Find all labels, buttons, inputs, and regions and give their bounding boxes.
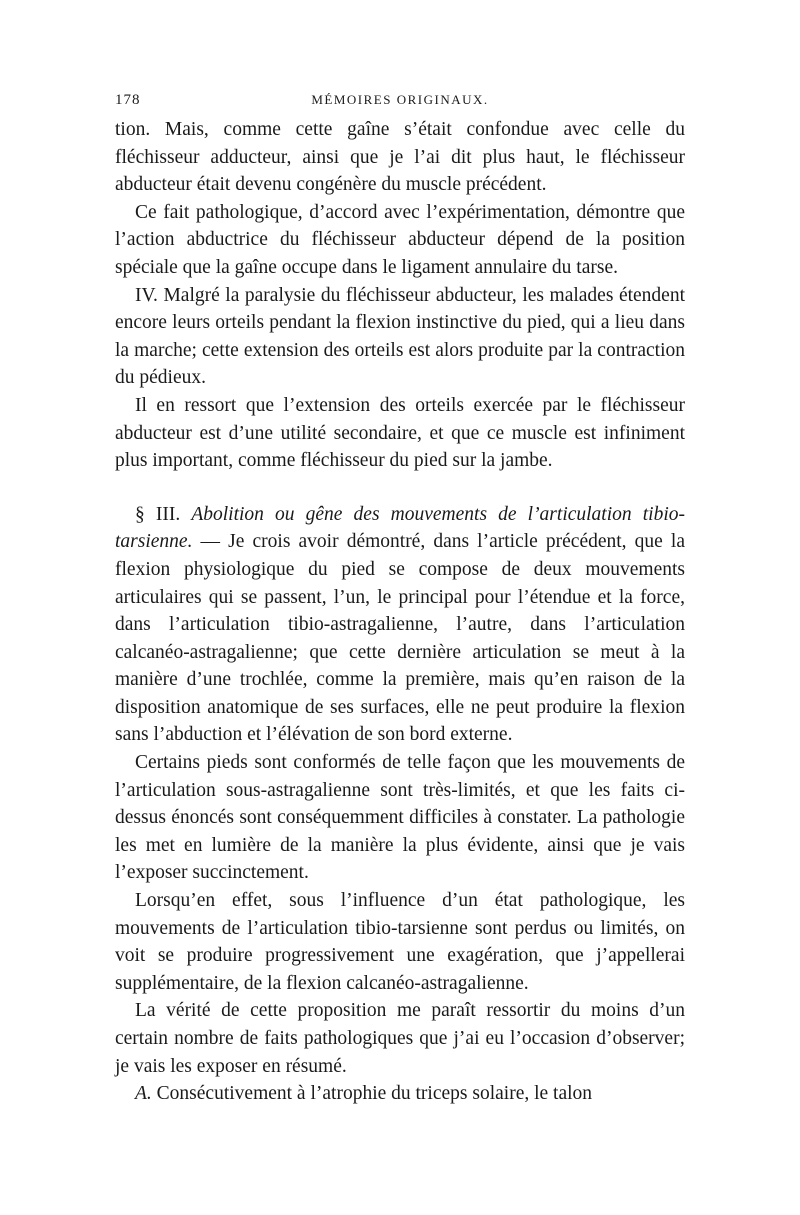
document-page [115,92,685,1108]
paragraph: La vérité de cette proposition me paraît ressortir du moins d’un certain nombre de faits pathologiques que j’ai eu l’occasion d’observer; je vais les exposer en résumé. [115,1000,685,1077]
section-three [115,501,685,1108]
list-marker: A. [135,1083,152,1105]
paragraph: Il en ressort que l’extension des orteils exercée par le fléchisseur abducteur est d’une utilité secondaire, et que ce muscle est infiniment plus important, comme fléchisseur du pied sur la jambe. [115,394,685,472]
paragraph: IV. Malgré la paralysie du fléchisseur abducteur, les malades étendent encore leurs orteils pendant la flexion instinctive du pied, qui a lieu dans la marche; cette extension des orteils est alors produite par la contraction du pédieux. [115,284,685,389]
paragraph: tion. Mais, comme cette gaîne s’était confondue avec celle du fléchisseur adducteur, ainsi que je l’ai dit plus haut, le fléchisseur abducteur était devenu congénère du muscle précédent. [115,119,685,196]
paragraph: Ce fait pathologique, d’accord avec l’expérimentation, démontre que l’action abductrice du fléchisseur abducteur dépend de la position spéciale que la gaîne occupe dans le ligament annulaire du tarse. [115,201,685,278]
section-text: — Je crois avoir démontré, dans l’article précédent, que la flexion physiologique du pied se compose de deux mouvements articulaires qui se passent, l’un, le principal pour l’étendue et la force, dans l’articulation tibio-astragalienne, l’autre, dans l’articulation calcanéo-astragalienne; que cette dernière articulation se meut à la manière d’une trochlée, comme la première, mais qu’en raison de la disposition anatomique de ses surfaces, elle ne peut produire la flexion sans l’abduction et l’élévation de son bord externe. [115,531,685,746]
page-number: 178 [115,92,141,108]
paragraph: Lorsqu’en effet, sous l’influence d’un état pathologique, les mouvements de l’articulation tibio-tarsienne sont perdus ou limités, on voit se produire progressivement une exagération, que j’appellerai supplémentaire, de la flexion calcanéo-astragalienne. [115,890,685,994]
running-header [115,92,685,116]
paragraph-last [115,1080,685,1108]
section-first-paragraph [115,501,685,749]
paragraph: Certains pieds sont conformés de telle façon que les mouvements de l’articulation sous-astragalienne sont très-limités, et que les faits ci-dessus énoncés sont conséquemment difficiles à constater. La pathologie les met en lumière de la manière la plus évidente, ainsi que je vais l’exposer succinctement. [115,752,685,884]
body-text [115,116,685,1108]
section-title: Abolition ou gêne des mouvements de l’articulation tibio-tarsienne. [115,503,685,553]
paragraph-text: Consécutivement à l’atrophie du triceps solaire, le talon [151,1083,593,1105]
running-title: MÉMOIRES ORIGINAUX. [311,92,489,107]
section-number: § III. [135,503,181,525]
